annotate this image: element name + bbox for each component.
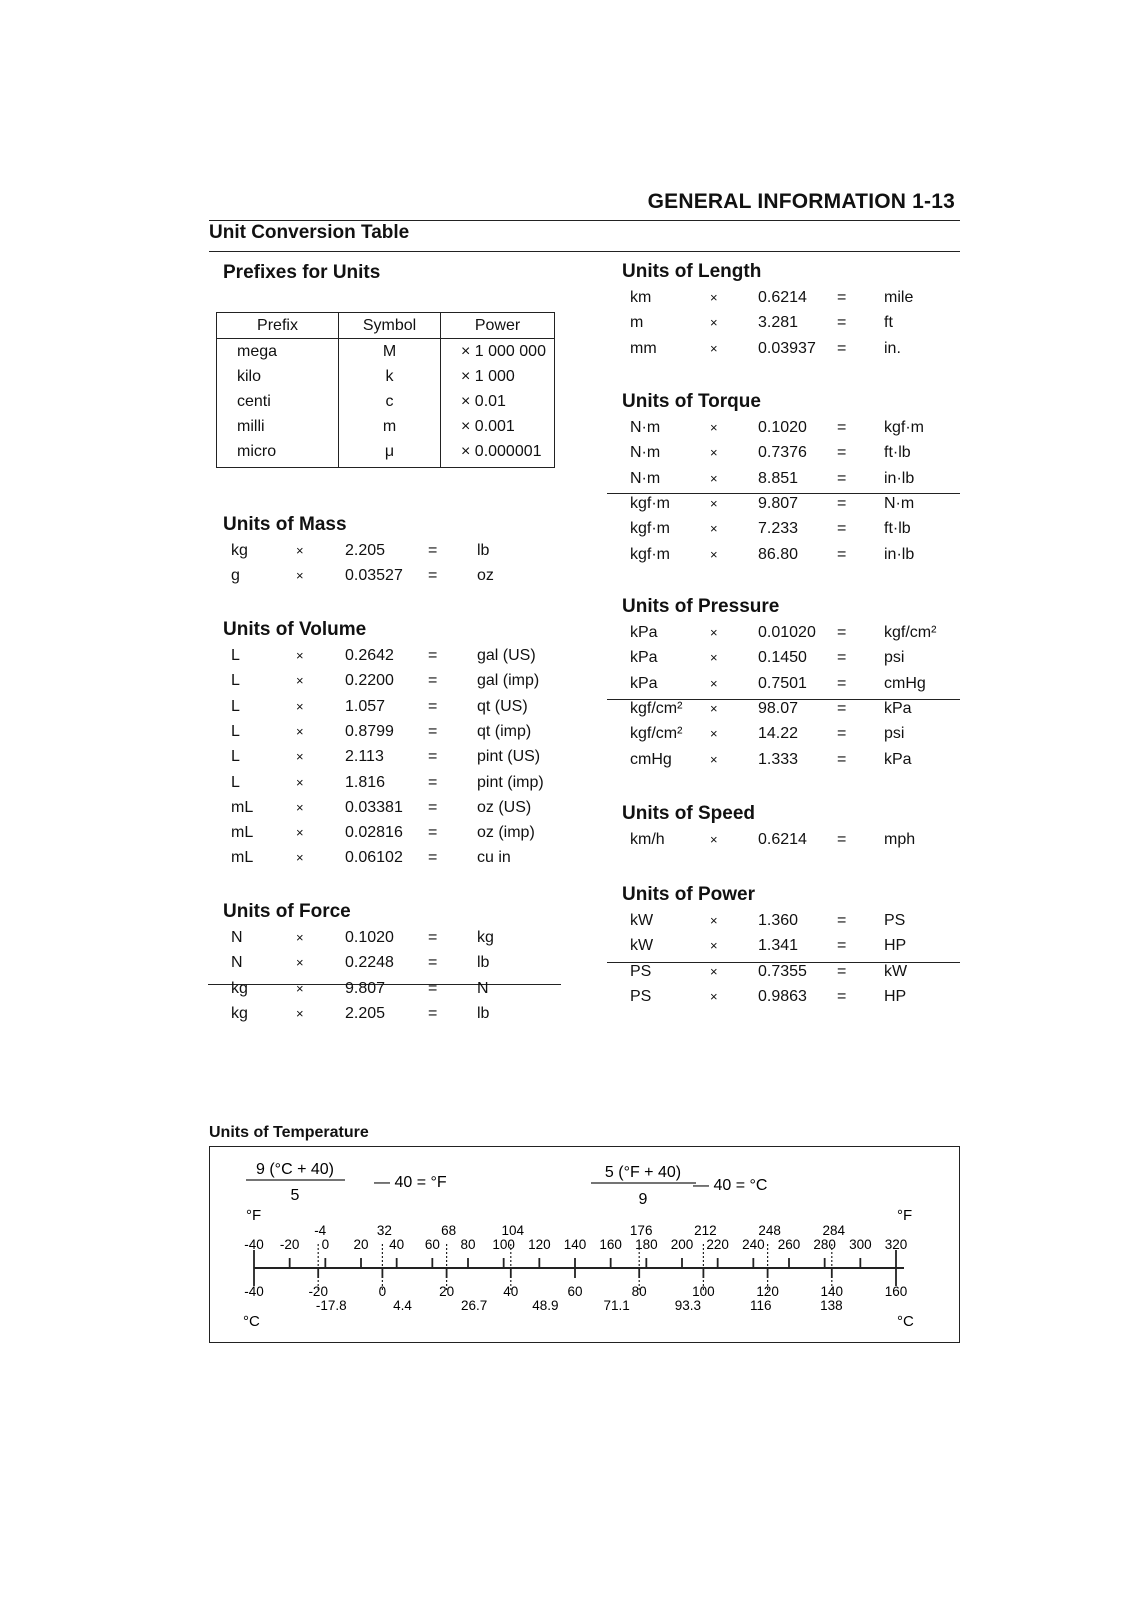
pressure-equals-sign: = [837,750,847,768]
pressure-title: Units of Pressure [622,596,780,617]
torque-to-unit: in·lb [884,545,915,563]
power-times-sign: × [710,963,718,979]
celsius-unit-right: °C [897,1313,914,1330]
pressure-factor: 1.333 [758,750,799,768]
speed-from-unit: km/h [630,831,665,848]
length-equals-sign: = [837,314,847,332]
pressure-factor: 14.22 [758,725,799,743]
force-times-sign: × [296,930,304,945]
torque-title: Units of Torque [622,391,761,412]
celsius-tick-label: 0 [378,1284,387,1299]
symbol-cell: m [339,414,441,439]
mass-equals-sign: = [428,567,438,585]
volume-equals-sign: = [428,798,438,816]
volume-conversion-row [0,795,1130,820]
volume-factor: 2.113 [345,748,384,766]
volume-from-unit: mL [231,824,254,842]
volume-factor: 0.02816 [345,824,403,842]
force-to-unit: kg [477,929,494,946]
power-from-unit: PS [630,962,652,980]
volume-times-sign: × [296,698,304,714]
mass-from-unit: kg [231,542,248,559]
volume-equals-sign: = [428,697,438,715]
volume-to-unit: pint (US) [477,748,541,766]
volume-equals-sign: = [428,773,438,791]
power-times-sign: × [710,988,718,1004]
fahrenheit-tick-label: 320 [884,1237,908,1252]
pressure-to-unit: kPa [884,699,912,717]
fahrenheit-tick-label: 200 [670,1237,694,1252]
power-equals-sign: = [837,987,847,1005]
force-equals-sign: = [428,954,438,972]
equivalence-celsius-label: 4.4 [393,1298,412,1313]
pressure-factor: 98.07 [758,699,799,717]
volume-equals-sign: = [428,647,438,664]
power-from-unit: kW [630,937,654,955]
prefix-cell: kilo [217,364,339,389]
celsius-tick-label: 100 [692,1284,715,1299]
celsius-tick-label: -40 [244,1284,264,1299]
fahrenheit-tick-label: 80 [460,1237,476,1252]
volume-equals-sign: = [428,748,438,766]
power-factor: 1.341 [758,937,799,955]
mass-to-unit: oz [477,567,494,585]
prefix-cell: micro [217,439,339,468]
power-times-sign: × [710,913,718,928]
volume-to-unit: qt (imp) [477,722,532,740]
volume-equals-sign: = [428,824,438,842]
fahrenheit-tick-label: 120 [528,1237,551,1252]
pressure-conversion-row [0,620,1130,645]
torque-factor: 86.80 [758,545,799,563]
force-to-unit: lb [477,1004,490,1022]
power-cell: × 1 000 [461,368,515,385]
torque-from-unit: N·m [630,419,661,436]
mass-times-sign: × [296,568,304,584]
fahrenheit-unit-right: °F [897,1207,913,1224]
volume-from-unit: L [231,722,240,740]
mass-title: Units of Mass [223,514,347,535]
pressure-to-unit: kgf/cm² [884,624,937,641]
volume-times-sign: × [296,850,304,866]
torque-equals-sign: = [837,494,847,512]
torque-conversion-row [0,516,1130,541]
volume-times-sign: × [296,774,304,790]
equivalence-fahrenheit-label: 176 [629,1223,653,1238]
celsius-tick-label: -20 [308,1284,328,1299]
torque-to-unit: in·lb [884,469,915,487]
volume-from-unit: L [231,748,240,766]
speed-equals-sign: = [837,831,847,848]
page-title: GENERAL INFORMATION 1-13 [647,190,955,213]
pressure-to-unit: kPa [884,750,912,768]
equivalence-celsius-label: 71.1 [603,1298,630,1313]
power-conversion-row [0,984,1130,1009]
volume-factor: 0.2200 [345,672,394,690]
volume-from-unit: mL [231,849,254,867]
power-conversion-row [0,908,1130,933]
power-cell: × 0.01 [461,393,506,410]
prefix-cell: milli [217,414,339,439]
torque-times-sign: × [710,445,718,461]
length-conversion-row [0,285,1130,310]
fahrenheit-tick-label: 280 [813,1237,836,1252]
pressure-conversion-row [0,671,1130,696]
mass-factor: 2.205 [345,542,386,559]
length-to-unit: in. [884,339,901,357]
torque-from-unit: kgf·m [630,545,670,563]
fahrenheit-tick-label: 20 [353,1237,369,1252]
torque-equals-sign: = [837,444,847,462]
speed-conversion-row [0,827,1130,852]
force-equals-sign: = [428,929,438,946]
equivalence-celsius-label: -17.8 [315,1298,347,1313]
fahrenheit-tick-label: 140 [563,1237,587,1252]
formula-f-to-c-rest: — 40 = °C [693,1177,768,1194]
torque-factor: 7.233 [758,520,799,538]
pressure-times-sign: × [710,675,718,691]
volume-from-unit: mL [231,798,254,816]
pressure-conversion-row [0,721,1130,746]
pressure-from-unit: kgf/cm² [630,699,683,717]
torque-times-sign: × [710,521,718,537]
power-to-unit: PS [884,912,906,929]
pressure-times-sign: × [710,726,718,742]
volume-to-unit: gal (US) [477,647,536,664]
force-equals-sign: = [428,1004,438,1022]
torque-factor: 8.851 [758,469,799,487]
speed-title: Units of Speed [622,803,756,824]
volume-times-sign: × [296,749,304,765]
equivalence-celsius-label: 26.7 [460,1298,488,1313]
pressure-to-unit: psi [884,649,905,667]
length-equals-sign: = [837,339,847,357]
fahrenheit-unit-left: °F [246,1207,262,1224]
power-cell: × 0.000001 [461,443,542,460]
force-from-unit: N [231,954,243,972]
pressure-from-unit: kPa [630,624,658,641]
mass-to-unit: lb [477,542,490,559]
pressure-from-unit: cmHg [630,750,672,768]
volume-to-unit: cu in [477,849,511,867]
celsius-tick-label: 120 [756,1284,779,1299]
volume-times-sign: × [296,723,304,739]
fahrenheit-tick-label: -20 [279,1237,300,1252]
force-to-unit: N [477,979,489,997]
volume-to-unit: gal (imp) [477,672,540,690]
pressure-equals-sign: = [837,674,847,692]
equivalence-celsius-label: 93.3 [674,1298,702,1313]
power-factor: 0.7355 [758,962,807,980]
force-from-unit: kg [231,979,248,997]
temperature-panel [209,1146,960,1343]
pressure-to-unit: cmHg [884,674,926,692]
power-equals-sign: = [837,962,847,980]
torque-times-sign: × [710,420,718,435]
torque-conversion-row [0,440,1130,465]
pressure-from-unit: kPa [630,649,658,667]
pressure-times-sign: × [710,751,718,767]
volume-equals-sign: = [428,849,438,867]
power-column-header: Power [441,313,555,339]
prefix-cell: mega [217,339,339,365]
temperature-title: Units of Temperature [209,1124,369,1141]
fahrenheit-tick-label: 40 [389,1237,405,1252]
pressure-factor: 0.1450 [758,649,807,667]
fahrenheit-tick-label: 220 [706,1237,729,1252]
prefixes-title: Prefixes for Units [223,262,381,283]
mass-factor: 0.03527 [345,567,403,585]
length-conversion-row [0,336,1130,361]
pressure-conversion-row [0,747,1130,772]
power-cell: × 1 000 000 [461,343,546,360]
length-times-sign: × [710,340,718,356]
formula-f-to-c-numerator: 5 (°F + 40) [604,1164,682,1181]
celsius-tick-label: 60 [567,1284,583,1299]
pressure-conversion-row [0,696,1130,721]
speed-factor: 0.6214 [758,831,807,848]
pressure-times-sign: × [710,650,718,666]
volume-factor: 0.03381 [345,798,403,816]
celsius-unit-left: °C [243,1313,260,1330]
symbol-cell: M [339,339,441,365]
volume-equals-sign: = [428,672,438,690]
pressure-equals-sign: = [837,699,847,717]
volume-title: Units of Volume [223,619,367,640]
symbol-column-header: Symbol [339,313,441,339]
torque-from-unit: kgf·m [630,494,670,512]
length-factor: 0.6214 [758,289,807,306]
force-title: Units of Force [223,901,351,922]
mass-from-unit: g [231,567,240,585]
celsius-tick-label: 160 [884,1284,908,1299]
volume-factor: 0.06102 [345,849,403,867]
length-conversion-row [0,310,1130,335]
celsius-tick-label: 20 [439,1284,455,1299]
prefix-cell: centi [217,389,339,414]
pressure-from-unit: kgf/cm² [630,725,683,743]
power-from-unit: PS [630,987,652,1005]
length-times-sign: × [710,315,718,331]
force-from-unit: N [231,929,243,946]
symbol-cell: μ [339,439,441,468]
volume-times-sign: × [296,825,304,841]
volume-from-unit: L [231,697,240,715]
equivalence-celsius-label: 138 [820,1298,843,1313]
power-to-unit: HP [884,937,907,955]
formula-c-to-f-rest: — 40 = °F [374,1174,447,1191]
length-to-unit: mile [884,289,914,306]
length-title: Units of Length [622,261,762,282]
power-conversion-row [0,959,1130,984]
pressure-equals-sign: = [837,649,847,667]
fahrenheit-tick-label: 100 [492,1237,515,1252]
formula-c-to-f-denominator: 5 [290,1187,300,1204]
torque-to-unit: ft·lb [884,444,911,462]
torque-times-sign: × [710,495,718,511]
volume-factor: 1.057 [345,697,386,715]
force-factor: 0.1020 [345,929,394,946]
title-rule [209,251,960,252]
fahrenheit-tick-label: 60 [424,1237,440,1252]
pressure-equals-sign: = [837,725,847,743]
torque-conversion-row [0,466,1130,491]
fahrenheit-tick-label: 260 [777,1237,801,1252]
length-to-unit: ft [884,314,893,332]
torque-equals-sign: = [837,520,847,538]
volume-times-sign: × [296,673,304,689]
mass-times-sign: × [296,543,304,558]
equivalence-fahrenheit-label: 284 [822,1223,846,1238]
speed-to-unit: mph [884,831,916,848]
document-title: Unit Conversion Table [209,222,410,243]
pressure-times-sign: × [710,700,718,716]
header-rule [209,220,960,221]
fahrenheit-tick-label: -40 [244,1237,264,1252]
pressure-equals-sign: = [837,624,847,641]
volume-conversion-row [0,770,1130,795]
length-times-sign: × [710,290,718,305]
torque-conversion-row [0,491,1130,516]
volume-times-sign: × [296,648,304,663]
equivalence-fahrenheit-label: 248 [758,1223,781,1238]
celsius-tick-label: 40 [503,1284,519,1299]
torque-equals-sign: = [837,469,847,487]
volume-to-unit: oz (imp) [477,824,535,842]
length-from-unit: mm [630,339,657,357]
volume-to-unit: oz (US) [477,798,532,816]
equivalence-fahrenheit-label: -4 [314,1223,327,1238]
fahrenheit-tick-label: 0 [321,1237,330,1252]
equivalence-fahrenheit-label: 104 [501,1223,525,1238]
formula-c-to-f-numerator: 9 (°C + 40) [256,1161,334,1178]
torque-times-sign: × [710,546,718,562]
force-factor: 0.2248 [345,954,394,972]
equivalence-celsius-label: 48.9 [532,1298,559,1313]
volume-from-unit: L [231,672,240,690]
torque-from-unit: kgf·m [630,520,670,538]
formula-f-to-c-denominator: 9 [638,1191,648,1208]
volume-equals-sign: = [428,722,438,740]
celsius-tick-label: 80 [631,1284,647,1299]
equivalence-celsius-label: 116 [749,1298,772,1313]
pressure-times-sign: × [710,625,718,640]
power-factor: 0.9863 [758,987,807,1005]
power-cell: × 0.001 [461,418,515,435]
length-from-unit: km [630,289,652,306]
volume-to-unit: pint (imp) [477,773,544,791]
force-factor: 9.807 [345,979,386,997]
fahrenheit-tick-label: 180 [635,1237,658,1252]
length-equals-sign: = [837,289,847,306]
power-equals-sign: = [837,937,847,955]
force-to-unit: lb [477,954,490,972]
power-times-sign: × [710,938,718,954]
celsius-tick-label: 140 [820,1284,844,1299]
prefix-column-header: Prefix [217,313,339,339]
torque-factor: 0.1020 [758,419,807,436]
torque-equals-sign: = [837,545,847,563]
length-from-unit: m [630,314,644,332]
volume-to-unit: qt (US) [477,697,528,715]
symbol-cell: c [339,389,441,414]
length-factor: 3.281 [758,314,799,332]
torque-conversion-row [0,415,1130,440]
force-times-sign: × [296,1005,304,1021]
power-factor: 1.360 [758,912,799,929]
symbol-cell: k [339,364,441,389]
force-factor: 2.205 [345,1004,386,1022]
volume-from-unit: L [231,773,240,791]
power-to-unit: kW [884,962,908,980]
volume-from-unit: L [231,647,240,664]
length-factor: 0.03937 [758,339,816,357]
volume-factor: 1.816 [345,773,386,791]
torque-to-unit: ft·lb [884,520,911,538]
torque-factor: 9.807 [758,494,799,512]
force-equals-sign: = [428,979,438,997]
pressure-factor: 0.01020 [758,624,816,641]
torque-from-unit: N·m [630,444,661,462]
power-equals-sign: = [837,912,847,929]
pressure-factor: 0.7501 [758,674,807,692]
fahrenheit-tick-label: 160 [599,1237,622,1252]
torque-factor: 0.7376 [758,444,807,462]
torque-times-sign: × [710,470,718,486]
power-title: Units of Power [622,884,756,905]
mass-conversion-row [0,563,1130,588]
fahrenheit-tick-label: 300 [849,1237,872,1252]
torque-to-unit: N·m [884,494,915,512]
power-to-unit: HP [884,987,907,1005]
force-times-sign: × [296,980,304,996]
force-times-sign: × [296,955,304,971]
pressure-from-unit: kPa [630,674,658,692]
fahrenheit-tick-label: 240 [742,1237,765,1252]
torque-equals-sign: = [837,419,847,436]
torque-conversion-row [0,542,1130,567]
force-from-unit: kg [231,1004,248,1022]
mass-equals-sign: = [428,542,438,559]
volume-times-sign: × [296,799,304,815]
speed-times-sign: × [710,832,718,847]
power-from-unit: kW [630,912,654,929]
table-row [217,364,555,389]
torque-from-unit: N·m [630,469,661,487]
temperature-scale [210,1147,961,1344]
equivalence-fahrenheit-label: 32 [376,1223,392,1238]
equivalence-fahrenheit-label: 68 [441,1223,457,1238]
pressure-to-unit: psi [884,725,905,743]
equivalence-fahrenheit-label: 212 [694,1223,717,1238]
power-conversion-row [0,933,1130,958]
torque-to-unit: kgf·m [884,419,924,436]
pressure-conversion-row [0,645,1130,670]
table-row [217,389,555,414]
volume-factor: 0.2642 [345,647,394,664]
volume-factor: 0.8799 [345,722,394,740]
